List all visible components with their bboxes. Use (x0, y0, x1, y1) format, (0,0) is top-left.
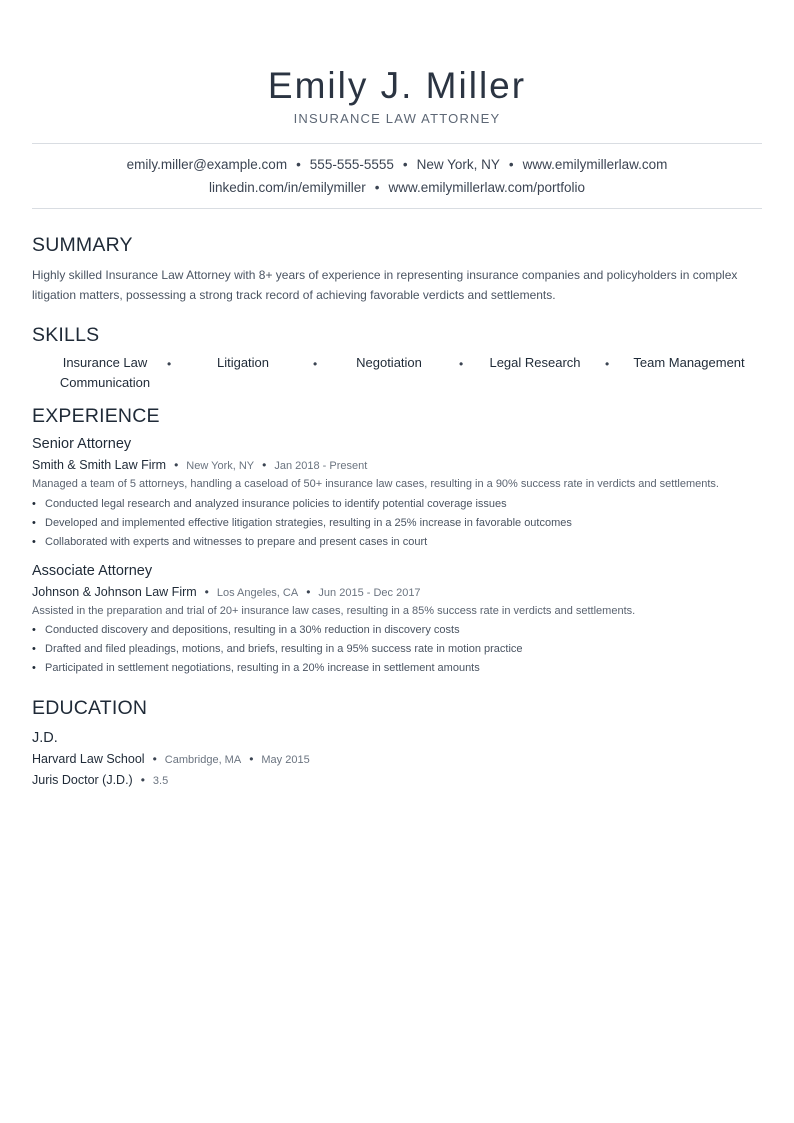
skill-item: Communication (59, 375, 151, 390)
job-description: Assisted in the preparation and trial of 20+ insurance law cases, resulting in a 85% success rate in verdicts and settlements. (32, 604, 636, 617)
list-item (32, 640, 762, 659)
education-heading: EDUCATION (32, 697, 148, 719)
bullet-glyph: • (32, 535, 36, 548)
bullet-text: Developed and implemented effective litigation strategies, resulting in a 25% increase in favorable outcomes (45, 516, 572, 529)
skill-item: Legal Research (489, 355, 581, 370)
list-item (32, 514, 762, 533)
job-company: Johnson & Johnson Law Firm (32, 584, 197, 599)
job-title: Associate Attorney (32, 562, 153, 579)
list-item (32, 659, 762, 678)
skill-separator-dot: • (459, 357, 464, 371)
contact-email[interactable]: emily.miller@example.com (126, 157, 288, 172)
summary-heading: SUMMARY (32, 234, 133, 256)
education-degree: J.D. (32, 730, 58, 746)
job-bullets (32, 621, 762, 678)
contact-line-2 (32, 176, 762, 199)
job-dates: Jan 2018 - Present (274, 460, 368, 472)
skill-separator-dot: • (167, 357, 172, 371)
bullet-text: Drafted and filed pleadings, motions, and briefs, resulting in a 95% success rate in motion practice (45, 643, 523, 655)
bullet-glyph: • (32, 662, 36, 674)
list-item (32, 533, 762, 552)
bullet-text: Participated in settlement negotiations, resulting in a 20% increase in settlement amounts (45, 662, 480, 674)
skill-separator-dot: • (605, 357, 610, 371)
education-program-line (32, 772, 762, 789)
bullet-glyph: • (32, 497, 36, 510)
bullet-glyph: • (32, 516, 36, 529)
separator-dot: • (249, 752, 254, 766)
education-gpa: 3.5 (152, 775, 169, 787)
job-meta (32, 457, 762, 474)
education-location: Cambridge, MA (164, 754, 242, 766)
separator-dot: • (374, 180, 380, 195)
separator-dot: • (174, 458, 179, 472)
resume-page (32, 0, 762, 789)
bullet-glyph: • (32, 643, 36, 655)
job-location: Los Angeles, CA (216, 586, 299, 599)
separator-dot: • (402, 157, 408, 172)
job-entry (32, 562, 762, 679)
bullet-text: Collaborated with experts and witnesses to prepare and present cases in court (45, 535, 428, 548)
candidate-name: Emily J. Miller (267, 65, 527, 106)
contact-website[interactable]: www.emilymillerlaw.com (522, 157, 668, 172)
bullet-text: Conducted legal research and analyzed insurance policies to identify potential coverage issues (45, 497, 507, 510)
contact-location: New York, NY (416, 157, 500, 172)
contact-portfolio[interactable]: www.emilymillerlaw.com/portfolio (388, 180, 586, 195)
skill-item: Negotiation (356, 355, 422, 370)
contact-linkedin[interactable]: linkedin.com/in/emilymiller (208, 180, 366, 195)
separator-dot: • (306, 584, 311, 599)
job-description: Managed a team of 5 attorneys, handling a caseload of 50+ insurance law cases, resulting in a 90% success rate in verdicts and settlements. (32, 478, 719, 490)
separator-dot: • (152, 752, 157, 766)
skill-item: Litigation (216, 355, 270, 370)
education-program: Juris Doctor (J.D.) (32, 773, 133, 787)
skill-separator-dot: • (313, 357, 318, 371)
summary-text: Highly skilled Insurance Law Attorney with 8+ years of experience in representing insurance companies and policyholders in complex litigation matters, possessing a strong track record of achieving favorable verdicts and settlements. (32, 268, 738, 302)
separator-dot: • (204, 584, 209, 599)
candidate-title: INSURANCE LAW ATTORNEY (293, 111, 501, 126)
skill-item: Team Management (633, 355, 745, 370)
education-school: Harvard Law School (32, 752, 145, 766)
bullet-glyph: • (32, 624, 36, 636)
job-title: Senior Attorney (32, 436, 132, 452)
list-item (32, 621, 762, 640)
list-item (32, 495, 762, 514)
contact-phone[interactable]: 555-555-5555 (309, 157, 394, 172)
job-meta (32, 584, 762, 601)
job-bullets (32, 495, 762, 552)
skills-list (32, 353, 762, 393)
separator-dot: • (508, 157, 514, 172)
job-company: Smith & Smith Law Firm (32, 458, 167, 472)
education-school-line (32, 751, 762, 768)
job-entry (32, 435, 762, 552)
separator-dot: • (262, 458, 267, 472)
contact-info (32, 143, 762, 209)
skills-heading: SKILLS (32, 324, 100, 346)
education-date: May 2015 (261, 754, 310, 766)
contact-line-1 (32, 153, 762, 176)
job-location: New York, NY (186, 460, 255, 472)
job-dates: Jun 2015 - Dec 2017 (318, 586, 421, 599)
separator-dot: • (296, 157, 301, 172)
skill-item: Insurance Law (62, 355, 148, 370)
experience-heading: EXPERIENCE (32, 405, 160, 427)
separator-dot: • (140, 773, 145, 787)
bullet-text: Conducted discovery and depositions, resulting in a 30% reduction in discovery costs (45, 624, 460, 636)
